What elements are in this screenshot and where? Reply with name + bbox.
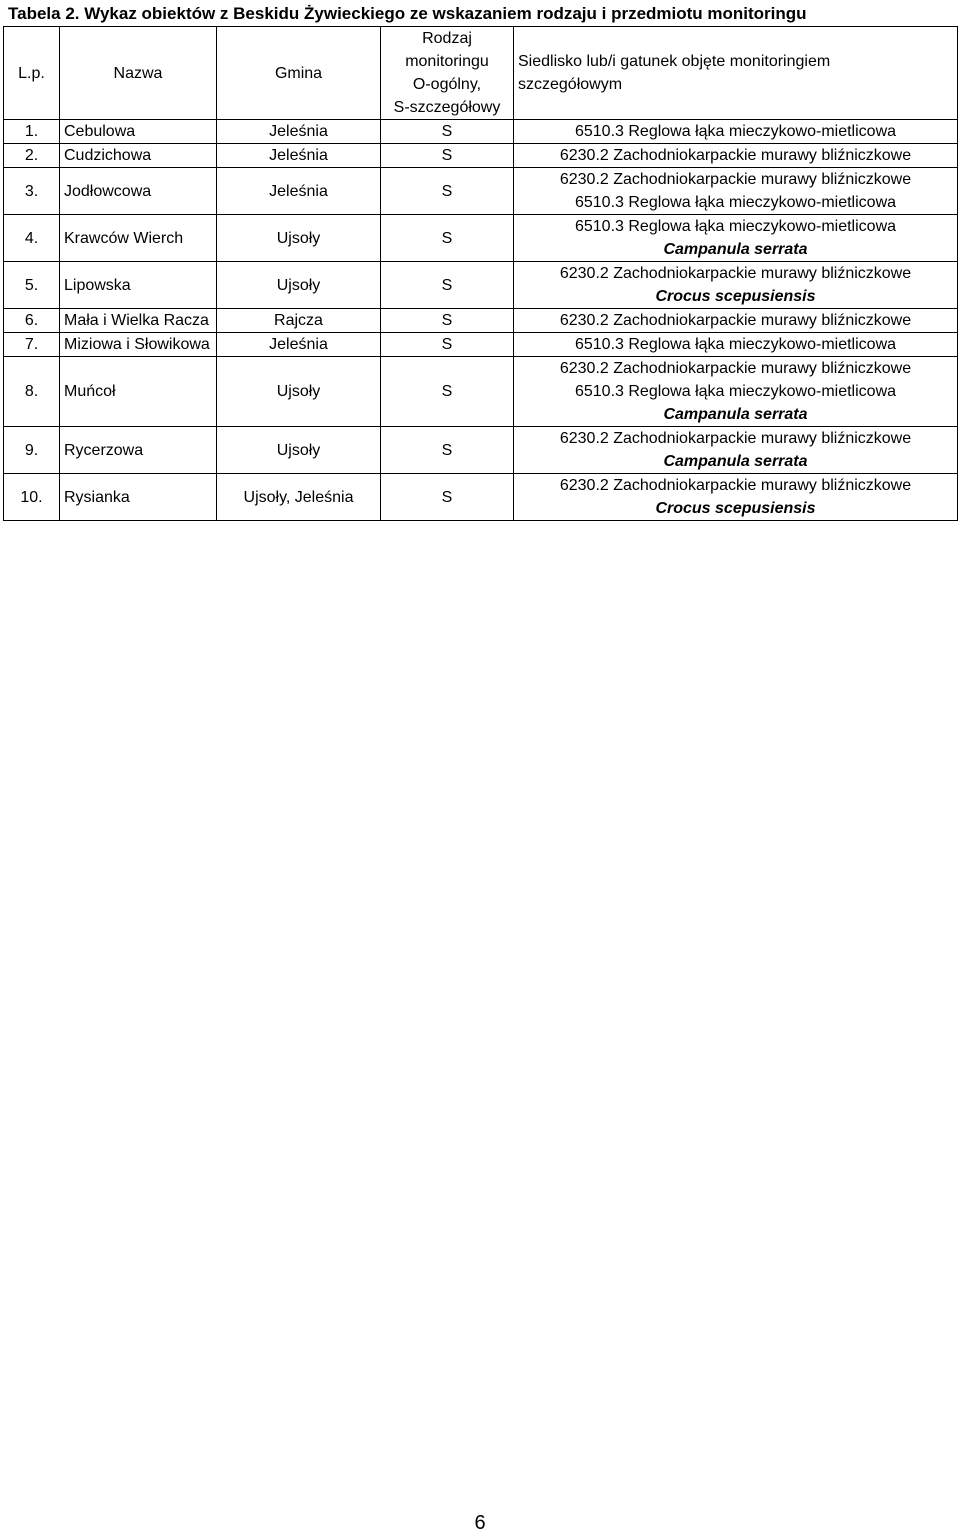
table-row	[4, 333, 958, 357]
habitat-line: 6230.2 Zachodniokarpackie murawy bliźniczkowe	[559, 312, 912, 329]
cell-name: Krawców Wierch	[60, 215, 217, 262]
cell-gmina: Jeleśnia	[217, 168, 381, 215]
habitat-line: 6230.2 Zachodniokarpackie murawy bliźniczkowe	[559, 360, 912, 377]
table-row	[4, 144, 958, 168]
species-name: Crocus scepusiensis	[655, 500, 816, 517]
table-row	[4, 215, 958, 262]
cell-name: Miziowa i Słowikowa	[60, 333, 217, 357]
cell-name: Rysianka	[60, 474, 217, 521]
cell-gmina: Ujsoły	[217, 357, 381, 427]
cell-lp: 10.	[4, 474, 60, 521]
cell-lp: 8.	[4, 357, 60, 427]
habitat-line: 6510.3 Reglowa łąka mieczykowo-mietlicowa	[574, 218, 897, 235]
habitat-line: 6230.2 Zachodniokarpackie murawy bliźniczkowe	[559, 147, 912, 164]
header-type-line: monitoringu	[405, 53, 489, 70]
cell-habitat	[514, 144, 958, 168]
cell-lp: 3.	[4, 168, 60, 215]
cell-name: Cebulowa	[60, 120, 217, 144]
habitat-line: 6230.2 Zachodniokarpackie murawy bliźniczkowe	[559, 265, 912, 282]
cell-habitat	[514, 215, 958, 262]
cell-type: S	[381, 427, 514, 474]
habitat-line: 6510.3 Reglowa łąka mieczykowo-mietlicowa	[574, 383, 897, 400]
cell-gmina: Jeleśnia	[217, 333, 381, 357]
habitat-line: 6230.2 Zachodniokarpackie murawy bliźniczkowe	[559, 171, 912, 188]
cell-habitat	[514, 333, 958, 357]
header-lp: L.p.	[4, 27, 60, 120]
cell-habitat	[514, 357, 958, 427]
cell-name: Muńcoł	[60, 357, 217, 427]
cell-lp: 1.	[4, 120, 60, 144]
cell-lp: 2.	[4, 144, 60, 168]
habitat-line: 6230.2 Zachodniokarpackie murawy bliźniczkowe	[559, 477, 912, 494]
page-number: 6	[474, 1512, 486, 1534]
cell-type: S	[381, 309, 514, 333]
species-name: Crocus scepusiensis	[655, 288, 816, 305]
header-habitat	[514, 27, 958, 120]
cell-type: S	[381, 215, 514, 262]
habitat-line: 6510.3 Reglowa łąka mieczykowo-mietlicowa	[574, 336, 897, 353]
header-type-line: O-ogólny,	[412, 76, 482, 93]
monitoring-table	[3, 26, 958, 521]
cell-name: Lipowska	[60, 262, 217, 309]
cell-habitat	[514, 168, 958, 215]
table-row	[4, 120, 958, 144]
cell-lp: 9.	[4, 427, 60, 474]
species-name: Campanula serrata	[663, 241, 808, 258]
cell-lp: 7.	[4, 333, 60, 357]
header-type-line: S-szczegółowy	[393, 99, 501, 116]
cell-lp: 4.	[4, 215, 60, 262]
cell-name: Jodłowcowa	[60, 168, 217, 215]
cell-gmina: Ujsoły	[217, 215, 381, 262]
cell-type: S	[381, 144, 514, 168]
cell-gmina: Jeleśnia	[217, 120, 381, 144]
table-row	[4, 357, 958, 427]
cell-gmina: Ujsoły, Jeleśnia	[217, 474, 381, 521]
cell-name: Mała i Wielka Racza	[60, 309, 217, 333]
cell-type: S	[381, 357, 514, 427]
habitat-line: 6510.3 Reglowa łąka mieczykowo-mietlicowa	[574, 123, 897, 140]
cell-type: S	[381, 262, 514, 309]
cell-type: S	[381, 474, 514, 521]
cell-name: Cudzichowa	[60, 144, 217, 168]
header-habitat-line: Siedlisko lub/i gatunek objęte monitoringiem	[518, 53, 831, 70]
header-type-line: Rodzaj	[422, 30, 472, 47]
cell-habitat	[514, 309, 958, 333]
table-row	[4, 168, 958, 215]
habitat-line: 6510.3 Reglowa łąka mieczykowo-mietlicowa	[574, 194, 897, 211]
cell-gmina: Jeleśnia	[217, 144, 381, 168]
cell-habitat	[514, 120, 958, 144]
header-gmina: Gmina	[217, 27, 381, 120]
table-row	[4, 309, 958, 333]
cell-gmina: Ujsoły	[217, 427, 381, 474]
table-row	[4, 427, 958, 474]
cell-type: S	[381, 333, 514, 357]
habitat-line: 6230.2 Zachodniokarpackie murawy bliźniczkowe	[559, 430, 912, 447]
table-row	[4, 262, 958, 309]
cell-habitat	[514, 262, 958, 309]
header-name: Nazwa	[60, 27, 217, 120]
species-name: Campanula serrata	[663, 406, 808, 423]
cell-gmina: Rajcza	[217, 309, 381, 333]
cell-habitat	[514, 474, 958, 521]
cell-name: Rycerzowa	[60, 427, 217, 474]
cell-gmina: Ujsoły	[217, 262, 381, 309]
table-row	[4, 474, 958, 521]
cell-type: S	[381, 120, 514, 144]
header-row	[4, 27, 958, 120]
cell-lp: 5.	[4, 262, 60, 309]
cell-lp: 6.	[4, 309, 60, 333]
cell-habitat	[514, 427, 958, 474]
table-caption: Tabela 2. Wykaz obiektów z Beskidu Żywieckiego ze wskazaniem rodzaju i przedmiotu monitoringu	[8, 4, 807, 23]
header-monitoring-type	[381, 27, 514, 120]
header-habitat-line: szczegółowym	[518, 76, 623, 93]
species-name: Campanula serrata	[663, 453, 808, 470]
cell-type: S	[381, 168, 514, 215]
